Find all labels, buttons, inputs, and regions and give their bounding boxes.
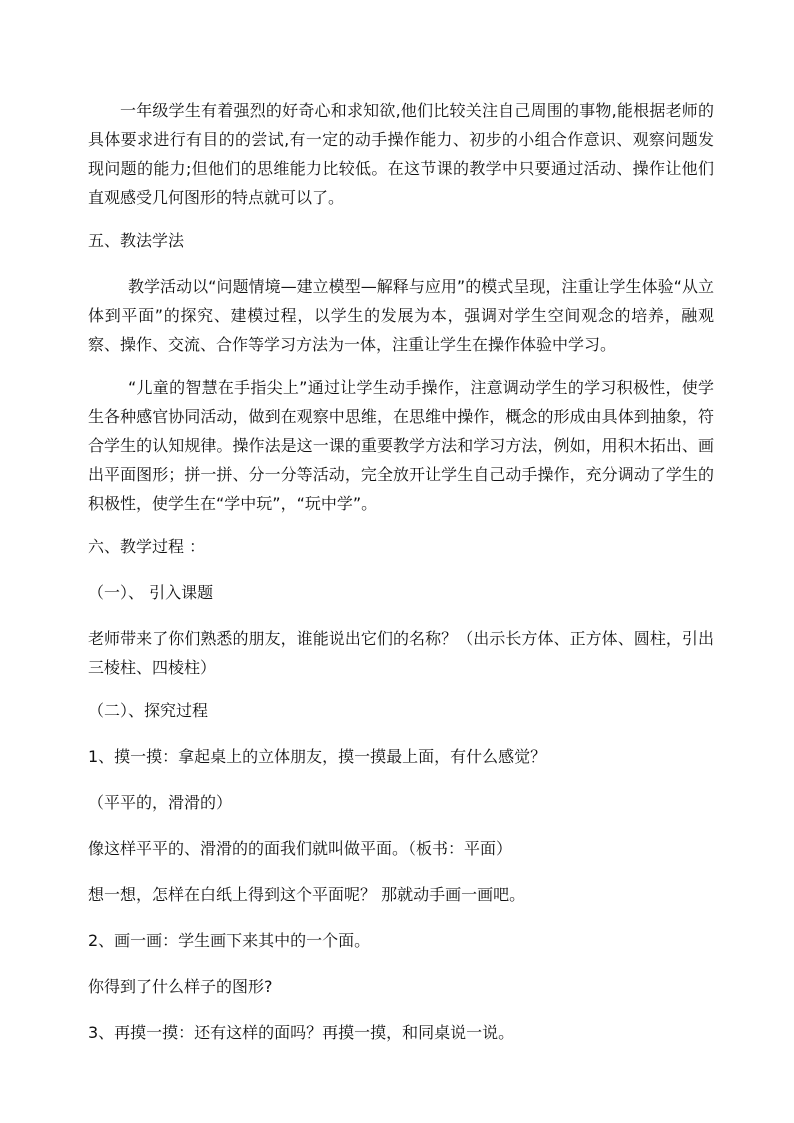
subheading-introduction: （一）、 引入课题 — [88, 583, 214, 602]
paragraph-teaching-model: 教学活动以“问题情境—建立模型—解释与应用”的模式呈现，注重让学生体验“从立体到平面”的探究、建模过程，以学生的发展为本，强调对学生空间观念的培养，融观察、操作、交流、合作等学习方法为一体，注重让学生在操作体验中学习。 — [88, 277, 714, 354]
line-think: 想一想，怎样在白纸上得到这个平面呢？ 那就动手画一画吧。 — [88, 885, 526, 904]
subheading-exploration: （二）、探究过程 — [88, 701, 209, 720]
line-question-shape: 你得到了什么样子的图形? — [88, 977, 273, 996]
paragraph-hands-on: “儿童的智慧在手指尖上”通过让学生动手操作，注意调动学生的学习积极性，使学生各种感官协同活动，做到在观察中思维，在思维中操作，概念的形成由具体到抽象，符合学生的认知规律。操作法是这一课的重要教学方法和学习方法，例如，用积木拓出、画出平面图形；拼一拼、分一分等活动，完全放开让学生自己动手操作，充分调动了学生的积极性，使学生在“学中玩”，“玩中学”。 — [88, 378, 714, 513]
line-plane-definition: 像这样平平的、滑滑的的面我们就叫做平面。（板书：平面） — [88, 839, 513, 858]
line-step-draw: 2、画一画：学生画下来其中的一个面。 — [88, 931, 371, 950]
document-page — [88, 96, 714, 1064]
line-step-touch-again: 3、再摸一摸：还有这样的面吗？再摸一摸，和同桌说一说。 — [88, 1023, 515, 1042]
line-introduction: 老师带来了你们熟悉的朋友，谁能说出它们的名称？（出示长方体、正方体、圆柱，引出三棱柱、四棱柱） — [88, 629, 714, 677]
line-step-touch: 1、摸一摸：拿起桌上的立体朋友，摸一摸最上面，有什么感觉？ — [88, 747, 547, 766]
heading-teaching-methods: 五、教法学法 — [88, 231, 185, 250]
line-answer-flat: （平平的，滑滑的） — [88, 793, 233, 812]
heading-teaching-process: 六、教学过程 ： — [88, 537, 206, 556]
paragraph-student-analysis: 一年级学生有着强烈的好奇心和求知欲,他们比较关注自己周围的事物,能根据老师的具体要求进行有目的的尝试,有一定的动手操作能力、初步的小组合作意识、观察问题发现问题的能力;但他们的思维能力比较低。在这节课的教学中只要通过活动、操作让他们直观感受几何图形的特点就可以了。 — [88, 101, 714, 207]
